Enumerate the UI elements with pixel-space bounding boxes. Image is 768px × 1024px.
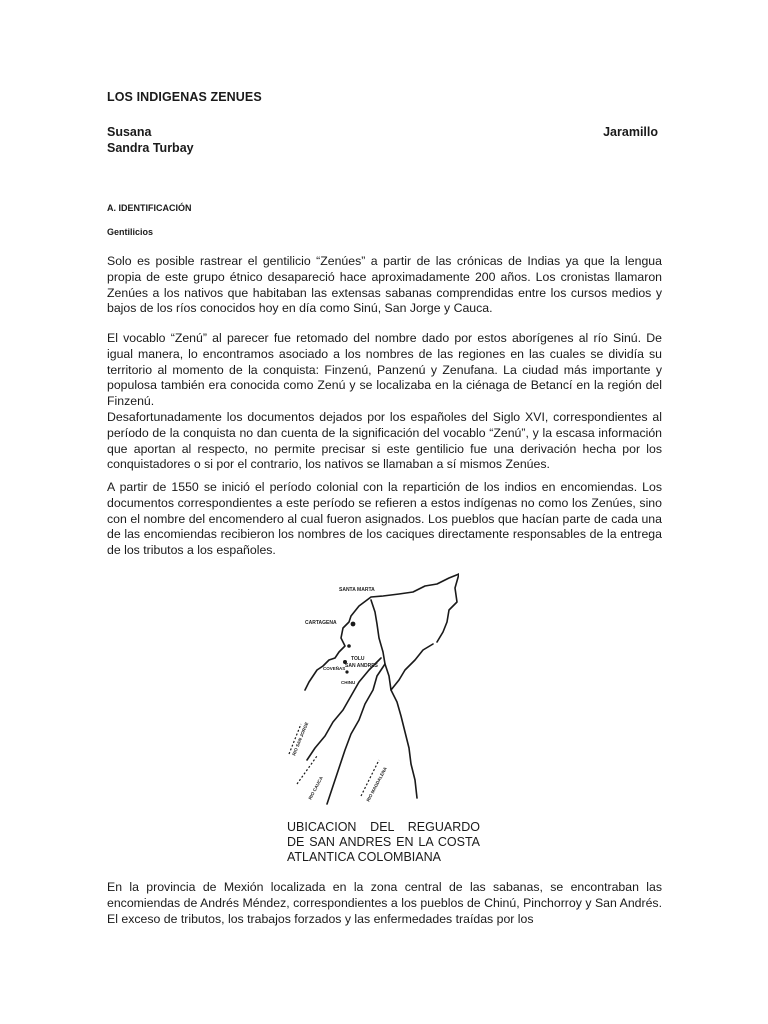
paragraph-text: Solo es posible rastrear el gentilicio “Zenúes” a partir de las crónicas de Indias ya que la lengua propia de este grupo étnico desapareció hace aproximadamente 200 años. Los cronistas llamaron Zenúes a los nativos que habitaban las extensas sabanas comprendidas entre los cursos medios y bajos de los ríos conocidos hoy en día como Sinú, San Jorge y Cauca.: [107, 254, 662, 316]
paragraph-text: En la provincia de Mexión localizada en la zona central de las sabanas, se encontraban las encomiendas de Andrés Méndez, correspondientes a los pueblos de Chinú, Pinchorroy y San Andrés. El exceso de tributos, los trabajos forzados y las enfermedades traídas por los: [107, 880, 662, 926]
paragraph-1: [107, 254, 662, 317]
location-map: [287, 572, 459, 806]
label-cartagena: CARTAGENA: [305, 620, 337, 626]
paragraph-text: A partir de 1550 se inició el período colonial con la repartición de los indios en encomiendas. Los documentos correspondientes a este período se refieren a estos indígenas no como los Zenúes, sino con el nombre del encomendero al cual fueron asignados. Los pueblos que hacían parte de cada una de las encomiendas recibieron los nombres de los caciques directamente responsables de la entrega de los tributos a los españoles.: [107, 480, 662, 558]
paragraph-text: El vocablo “Zenú” al parecer fue retomado del nombre dado por estos aborígenes al río Sinú. De igual manera, lo encontramos asociado a los nombres de las regiones en las cuales se dividía su territorio al momento de la conquista: Finzenú, Panzenú y Zenufana. La ciudad más importante y populosa también era conocida como Zenú y se localizaba en la ciénaga de Betancí en la región del Finzenú.: [107, 331, 662, 409]
author-last-name: Jaramillo: [603, 125, 658, 139]
coastline-east: [437, 574, 459, 642]
river-magdalena: [371, 600, 417, 798]
document-title: LOS INDIGENAS ZENUES: [107, 90, 262, 104]
map-caption: UBICACION DEL REGUARDO DE SAN ANDRES EN LA COSTA ATLANTICA COLOMBIANA: [287, 820, 480, 864]
cartagena-marker: [351, 622, 356, 627]
river-tributary: [391, 644, 433, 690]
authors-block: [107, 124, 658, 156]
tolu-marker: [347, 644, 351, 648]
paragraph-text: Desafortunadamente los documentos dejados por los españoles del Siglo XVI, correspondientes al período de la conquista no dan cuenta de la significación del vocablo “Zenú”, y la escasa información que aportan al respecto, no permite precisar si este gentilicio fue una derivación hecha por los conquistadores o si por el contrario, los nativos se llamaban a sí mismos Zenúes.: [107, 409, 662, 472]
river-san-jorge: [307, 658, 381, 760]
chinu-marker: [345, 670, 348, 673]
section-heading: A. IDENTIFICACIÓN: [107, 203, 192, 213]
coastline: [305, 574, 459, 690]
label-san-andres: SAN ANDRES: [345, 663, 378, 669]
label-rio-magdalena: RIO MAGDALENA: [365, 766, 388, 803]
paragraph-4: [107, 480, 662, 559]
author-second: Sandra Turbay: [107, 141, 194, 155]
label-covenas: COVEÑAS: [323, 666, 346, 671]
label-rio-san-jorge: RIO SAN JORGE: [291, 721, 310, 757]
label-rio-cauca: RIO CAUCA: [307, 775, 324, 801]
label-santa-marta: SANTA MARTA: [339, 587, 375, 593]
paragraph-5: [107, 880, 662, 927]
label-tolu: TOLU: [351, 656, 365, 662]
author-first-name: Susana: [107, 125, 152, 139]
label-chinu: CHINU: [341, 680, 356, 685]
subsection-heading: Gentilicios: [107, 227, 154, 237]
paragraph-2: [107, 331, 662, 473]
